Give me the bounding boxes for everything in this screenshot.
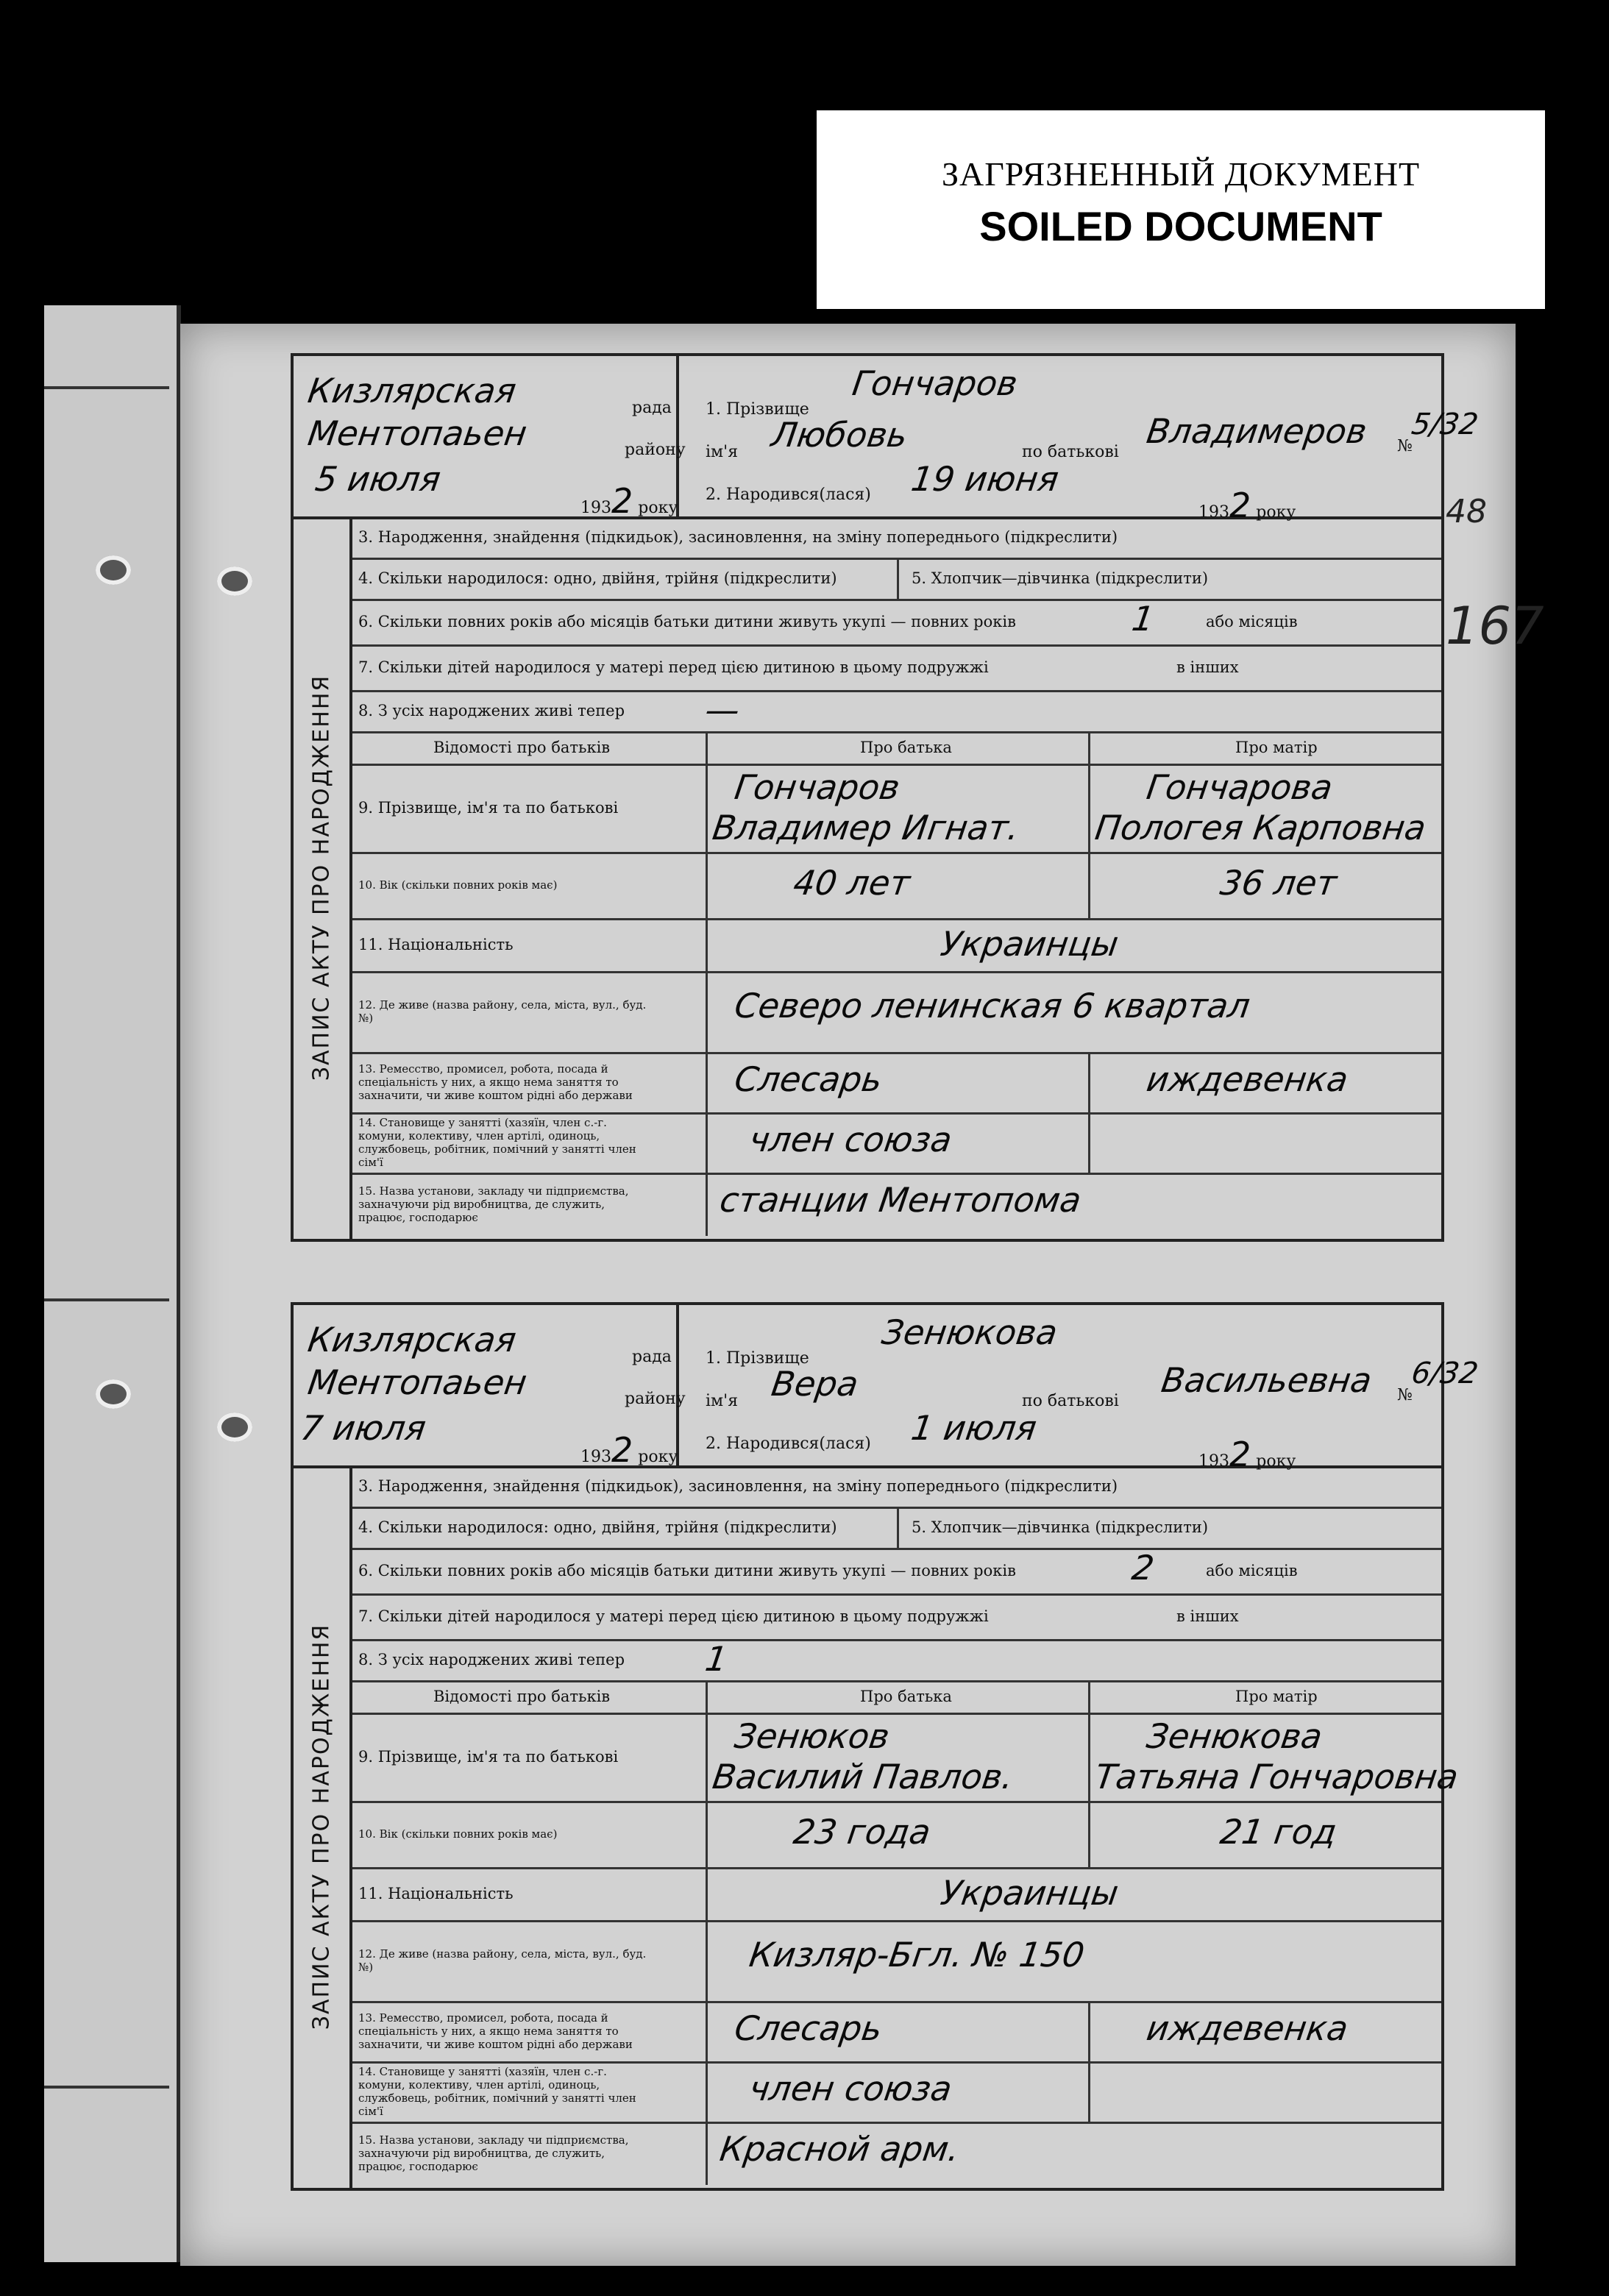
r8-value: — bbox=[703, 690, 742, 730]
born-label: 2. Народився(лася) bbox=[706, 486, 871, 504]
label-en: SOILED DOCUMENT bbox=[979, 203, 1382, 249]
record-date: 7 июля bbox=[298, 1408, 429, 1448]
row-8: 8. З усіх народжених живі тепер bbox=[358, 1651, 625, 1668]
father-header: Про батька bbox=[860, 1688, 952, 1705]
father-position: член союза bbox=[747, 2069, 955, 2108]
side-title-text: ЗАПИС АКТУ ПРО НАРОДЖЕННЯ bbox=[308, 674, 335, 1081]
father-age: 40 лет bbox=[791, 863, 913, 903]
father-work: Слесарь bbox=[732, 2008, 885, 2048]
mother-work: иждевенка bbox=[1144, 2008, 1351, 2048]
record-header bbox=[294, 1305, 1481, 1474]
father-work: Слесарь bbox=[732, 1059, 885, 1099]
parents-header: Відомості про батьків bbox=[433, 739, 611, 756]
child-name: Вера bbox=[769, 1364, 862, 1404]
year-prefix: 193 bbox=[1198, 503, 1229, 522]
name-label: ім'я bbox=[706, 1392, 739, 1410]
row-6: 6. Скільки повних років або місяців батьки дитини живуть укупі — повних років bbox=[358, 613, 1016, 630]
binding-hole-icon bbox=[217, 1412, 252, 1442]
born-day: 19 июня bbox=[909, 459, 1062, 499]
mother-age: 36 лет bbox=[1218, 863, 1340, 903]
soiled-document-label bbox=[817, 110, 1545, 309]
binding-hole-icon bbox=[96, 1379, 131, 1409]
mother-surname: Гончарова bbox=[1144, 767, 1335, 807]
label-ru: ЗАГРЯЗНЕННЫЙ ДОКУМЕНТ bbox=[941, 155, 1421, 193]
row-14: 14. Становище у занятті (хазяїн, член с.-г. комуни, колективу, член артілі, одиноць, службовець, робітник, помічний у занятті член сім'ї bbox=[358, 1116, 636, 1169]
number-label: № bbox=[1397, 1386, 1413, 1404]
nationality: Украинцы bbox=[938, 1873, 1121, 1913]
row-6b: або місяців bbox=[1206, 613, 1298, 630]
r6-years: 1 bbox=[1129, 599, 1157, 639]
row-13: 13. Ремесство, промисел, робота, посада й спеціальність у них, а якщо нема заняття то захначити, чи живе коштом рідні або держави bbox=[358, 1062, 633, 1102]
margin-note: 48 bbox=[1446, 493, 1487, 530]
row-13: 13. Ремесство, промисел, робота, посада й спеціальність у них, а якщо нема заняття то захначити, чи живе коштом рідні або держави bbox=[358, 2011, 633, 2051]
row-12: 12. Де живе (назва району, села, міста, вул., буд. №) bbox=[358, 998, 647, 1025]
row-9: 9. Прізвище, ім'я та по батькові bbox=[358, 1748, 619, 1766]
row-15: 15. Назва установи, закладу чи підприємства, захначуючи рід виробництва, де служить, працює, господарює bbox=[358, 2133, 629, 2173]
row-6: 6. Скільки повних років або місяців батьки дитини живуть укупі — повних років bbox=[358, 1562, 1016, 1579]
rada-label: рада bbox=[632, 1348, 672, 1366]
father-surname: Гончаров bbox=[732, 767, 903, 807]
surname-label: 1. Прізвище bbox=[706, 1349, 809, 1368]
born-year: 2 bbox=[1229, 1435, 1251, 1474]
raion-label: району bbox=[625, 441, 686, 459]
row-9: 9. Прізвище, ім'я та по батькові bbox=[358, 799, 619, 817]
child-surname: Зенюкова bbox=[879, 1312, 1060, 1352]
row-15: 15. Назва установи, закладу чи підприємства, захначуючи рід виробництва, де служить, працює, господарює bbox=[358, 1184, 629, 1224]
row-3: 3. Народження, знайдення (підкидьок), засиновлення, на зміну попереднього (підкреслити) bbox=[358, 528, 1118, 546]
nationality: Украинцы bbox=[938, 924, 1121, 964]
rada-label: рада bbox=[632, 399, 672, 417]
mother-header: Про матір bbox=[1235, 739, 1318, 756]
rada-value: Кизлярская bbox=[305, 1320, 519, 1360]
roku-label: року bbox=[1256, 1452, 1296, 1471]
mother-name: Пологея Карповна bbox=[1093, 808, 1429, 847]
child-patronymic: Васильевна bbox=[1159, 1360, 1374, 1400]
row-10: 10. Вік (скільки повних років має) bbox=[358, 1827, 558, 1841]
row-11: 11. Національність bbox=[358, 936, 514, 953]
roku-label: року bbox=[638, 499, 678, 517]
left-page-edge bbox=[44, 305, 181, 2262]
father-position: член союза bbox=[747, 1120, 955, 1159]
row-7: 7. Скільки дітей народилося у матері перед цією дитиною в цьому подружжі bbox=[358, 1607, 989, 1625]
child-name: Любовь bbox=[769, 415, 910, 455]
born-year: 2 bbox=[1229, 486, 1251, 525]
mother-name: Татьяна Гончаровна bbox=[1093, 1757, 1461, 1796]
father-age: 23 года bbox=[791, 1812, 934, 1852]
record-number: 6/32 bbox=[1409, 1357, 1481, 1390]
year-prefix: 193 bbox=[580, 1448, 611, 1466]
name-label: ім'я bbox=[706, 443, 739, 461]
patronymic-label: по батькові bbox=[1022, 443, 1119, 461]
row-14: 14. Становище у занятті (хазяїн, член с.-г. комуни, колективу, член артілі, одиноць, службовець, робітник, помічний у занятті член сім'ї bbox=[358, 2065, 636, 2118]
binding-hole-icon bbox=[96, 555, 131, 585]
raion-value: Ментопаьен bbox=[305, 413, 530, 453]
roku-label: року bbox=[638, 1448, 678, 1466]
row-7b: в інших bbox=[1176, 658, 1239, 676]
raion-label: району bbox=[625, 1390, 686, 1408]
mother-work: иждевенка bbox=[1144, 1059, 1351, 1099]
address: Северо ленинская 6 квартал bbox=[732, 986, 1253, 1026]
number-label: № bbox=[1397, 437, 1413, 455]
roku-label: року bbox=[1256, 503, 1296, 522]
row-4: 4. Скільки народилося: одно, двійня, трійня (підкреслити) bbox=[358, 1518, 837, 1536]
side-title-text: ЗАПИС АКТУ ПРО НАРОДЖЕННЯ bbox=[308, 1623, 335, 2030]
row-5: 5. Хлопчик—дівчинка (підкреслити) bbox=[912, 1518, 1209, 1536]
row-8: 8. З усіх народжених живі тепер bbox=[358, 702, 625, 719]
mother-surname: Зенюкова bbox=[1144, 1716, 1325, 1756]
address: Кизляр-Бгл. № 150 bbox=[747, 1935, 1087, 1975]
raion-value: Ментопаьен bbox=[305, 1362, 530, 1402]
row-4: 4. Скільки народилося: одно, двійня, трійня (підкреслити) bbox=[358, 569, 837, 587]
register-page bbox=[180, 324, 1544, 2266]
born-label: 2. Народився(лася) bbox=[706, 1435, 871, 1453]
father-org: станции Ментопома bbox=[717, 1180, 1084, 1220]
row-11: 11. Національність bbox=[358, 1885, 514, 1902]
row-5: 5. Хлопчик—дівчинка (підкреслити) bbox=[912, 569, 1209, 587]
father-header: Про батька bbox=[860, 739, 952, 756]
r6-years: 2 bbox=[1129, 1548, 1157, 1588]
year-prefix: 193 bbox=[580, 499, 611, 517]
surname-label: 1. Прізвище bbox=[706, 400, 809, 419]
record-date: 5 июля bbox=[313, 459, 444, 499]
side-title bbox=[294, 1465, 352, 2188]
side-title bbox=[294, 516, 352, 1239]
father-surname: Зенюков bbox=[732, 1716, 892, 1756]
row-10: 10. Вік (скільки повних років має) bbox=[358, 878, 558, 892]
mother-header: Про матір bbox=[1235, 1688, 1318, 1705]
mother-age: 21 год bbox=[1218, 1812, 1340, 1852]
father-name: Владимер Игнат. bbox=[710, 808, 1022, 847]
binding-hole-icon bbox=[217, 566, 252, 596]
father-org: Красной арм. bbox=[717, 2129, 962, 2169]
father-name: Василий Павлов. bbox=[710, 1757, 1016, 1796]
row-7: 7. Скільки дітей народилося у матері перед цією дитиною в цьому подружжі bbox=[358, 658, 989, 676]
row-6b: або місяців bbox=[1206, 1562, 1298, 1579]
rada-value: Кизлярская bbox=[305, 371, 519, 410]
year-value: 2 bbox=[611, 1430, 633, 1470]
margin-note: 167 bbox=[1446, 596, 1544, 656]
row-7b: в інших bbox=[1176, 1607, 1239, 1625]
row-3: 3. Народження, знайдення (підкидьок), засиновлення, на зміну попереднього (підкреслити) bbox=[358, 1477, 1118, 1495]
child-surname: Гончаров bbox=[850, 363, 1020, 403]
patronymic-label: по батькові bbox=[1022, 1392, 1119, 1410]
r8-value: 1 bbox=[703, 1639, 731, 1679]
record-number: 5/32 bbox=[1409, 408, 1481, 441]
parents-header: Відомості про батьків bbox=[433, 1688, 611, 1705]
year-value: 2 bbox=[611, 481, 633, 521]
birth-record bbox=[291, 1302, 1481, 2191]
row-12: 12. Де живе (назва району, села, міста, вул., буд. №) bbox=[358, 1947, 647, 1974]
born-day: 1 июля bbox=[909, 1408, 1040, 1448]
year-prefix: 193 bbox=[1198, 1452, 1229, 1471]
child-patronymic: Владимеров bbox=[1144, 411, 1370, 451]
